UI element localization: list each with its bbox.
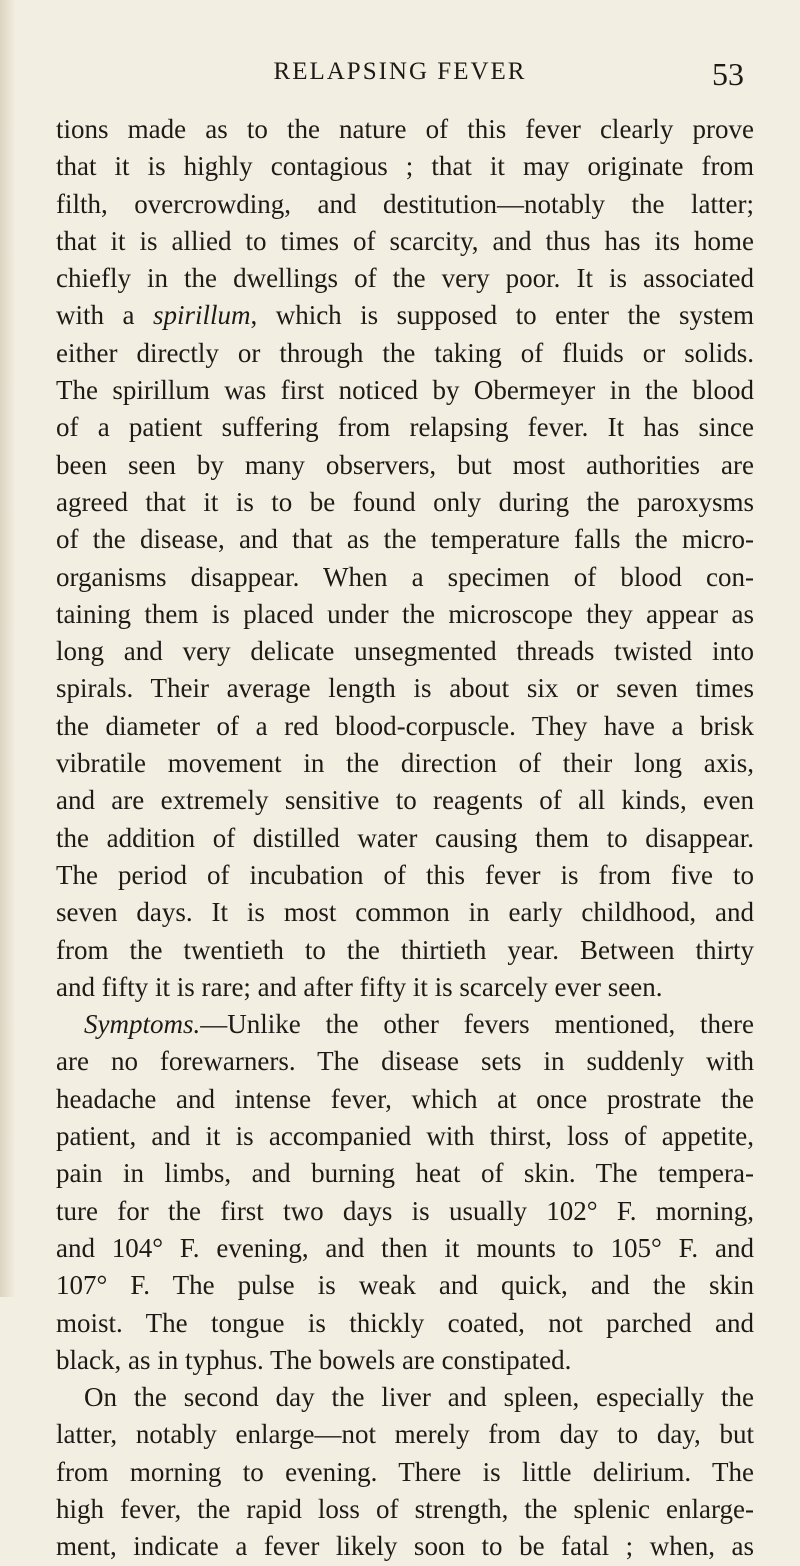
text-line: organisms disappear. When a specimen of blood con- (56, 561, 754, 592)
running-title: RELAPSING FEVER (273, 58, 527, 85)
italic-term-spirillum: spirillum (152, 300, 251, 331)
text-line: long and very delicate unsegmented threads twisted into (56, 636, 754, 667)
text-line: of the disease, and that as the temperature falls the micro- (56, 524, 754, 555)
text-line: The period of incubation of this fever is from five to (56, 859, 754, 890)
body-text (56, 111, 754, 1566)
text-line: patient, and it is accompanied with thirst, loss of appetite, (56, 1121, 754, 1152)
page-header (0, 58, 800, 94)
text-line: are no forewarners. The disease sets in suddenly with (56, 1046, 754, 1077)
page-number: 53 (712, 56, 744, 92)
text-line: headache and intense fever, which at once prostrate the (56, 1083, 754, 1114)
text-run: —Unlike the other fevers mentioned, there (200, 1009, 754, 1040)
text-line: been seen by many observers, but most authorities are (56, 449, 754, 480)
text-line: The spirillum was first noticed by Obermeyer in the blood (56, 375, 754, 406)
text-line: ture for the first two days is usually 102° F. morning, (56, 1195, 754, 1226)
text-line: filth, overcrowding, and destitution—notably the latter; (56, 188, 754, 219)
text-line: from morning to evening. There is little delirium. The (56, 1456, 754, 1487)
text-line: from the twentieth to the thirtieth year. Between thirty (56, 934, 754, 965)
page-edge-shadow (0, 0, 16, 1297)
text-line: and are extremely sensitive to reagents of all kinds, even (56, 785, 754, 816)
text-line: and 104° F. evening, and then it mounts to 105° F. and (56, 1232, 754, 1263)
text-line: that it is highly contagious ; that it may originate from (56, 151, 754, 182)
text-line: that it is allied to times of scarcity, and thus has its home (56, 225, 754, 256)
text-line: the addition of distilled water causing them to disappear. (56, 822, 754, 853)
text-line: agreed that it is to be found only during the paroxysms (56, 486, 754, 517)
text-line: taining them is placed under the microscope they appear as (56, 598, 754, 629)
text-line: of a patient suffering from relapsing fever. It has since (56, 412, 754, 443)
text-line: latter, notably enlarge—not merely from day to day, but (56, 1419, 754, 1450)
text-line: pain in limbs, and burning heat of skin. The tempera- (56, 1158, 754, 1189)
text-line: moist. The tongue is thickly coated, not parched and (56, 1307, 754, 1338)
text-line (56, 297, 754, 334)
text-line: 107° F. The pulse is weak and quick, and the skin (56, 1270, 754, 1301)
text-line: tions made as to the nature of this fever clearly prove (56, 114, 754, 144)
section-heading-symptoms: Symptoms. (84, 1009, 201, 1040)
text-line: ment, indicate a fever likely soon to be fatal ; when, as (56, 1531, 754, 1562)
text-run: , which is supposed to enter the system (250, 300, 754, 331)
text-run: with a (56, 300, 153, 331)
text-line: the diameter of a red blood-corpuscle. They have a brisk (56, 710, 754, 741)
text-line (56, 1006, 754, 1043)
text-line: either directly or through the taking of fluids or solids. (56, 337, 754, 368)
text-line: vibratile movement in the direction of their long axis, (56, 748, 754, 779)
text-line: black, as in typhus. The bowels are constipated. (56, 1344, 572, 1375)
text-line: spirals. Their average length is about six or seven times (56, 673, 754, 704)
text-line: chiefly in the dwellings of the very poor. It is associated (56, 263, 754, 294)
text-line: high fever, the rapid loss of strength, the splenic enlarge- (56, 1493, 754, 1524)
text-line: and fifty it is rare; and after fifty it is scarcely ever seen. (56, 971, 663, 1002)
text-line: On the second day the liver and spleen, especially the (84, 1382, 754, 1413)
text-line: seven days. It is most common in early childhood, and (56, 897, 754, 928)
